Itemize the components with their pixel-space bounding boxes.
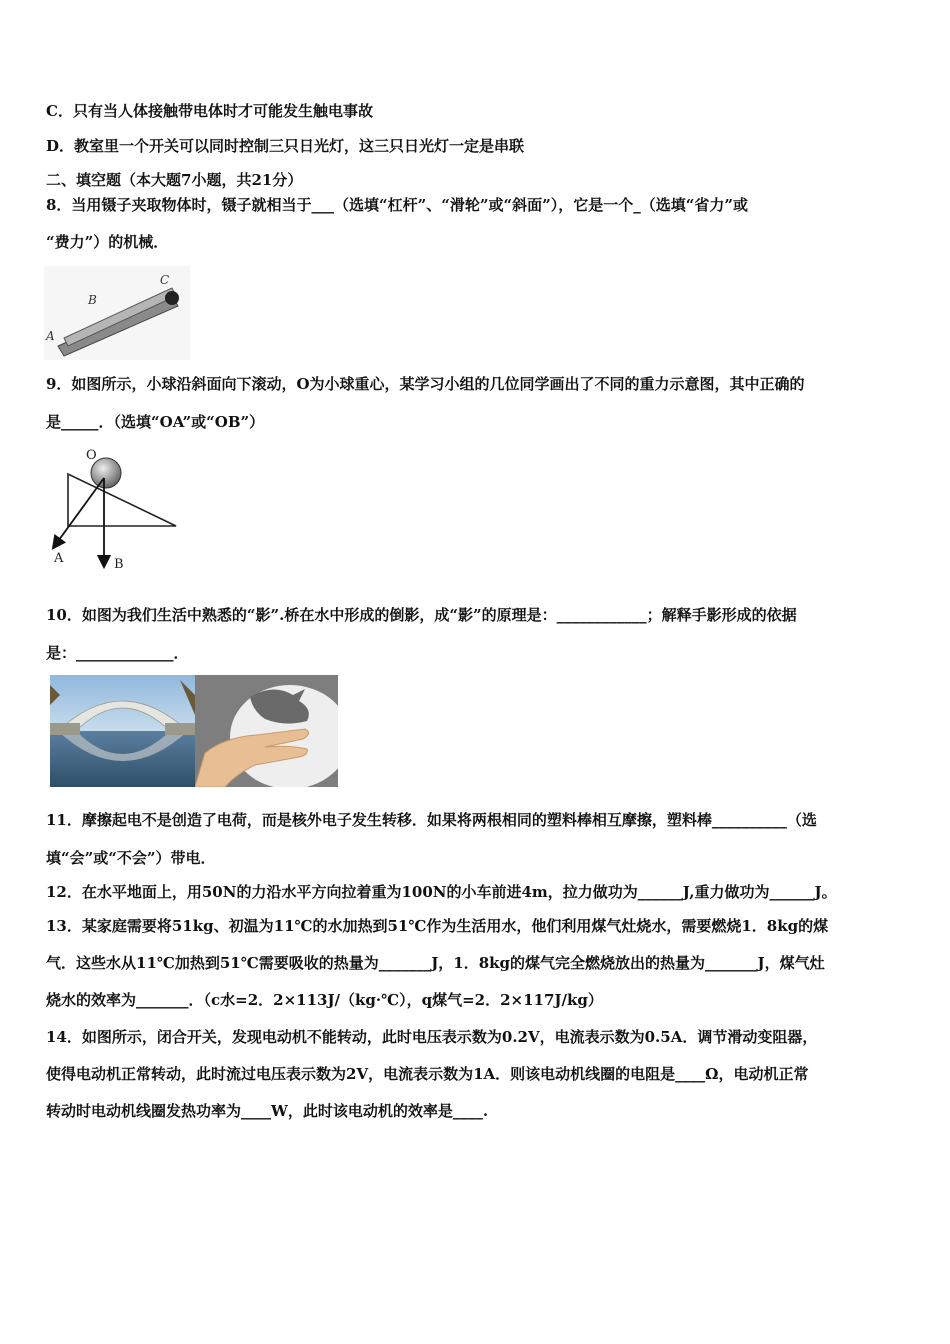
question-8-line-1: 8．当用镊子夹取物体时，镊子就相当于___（选填“杠杆”、“滑轮”或“斜面”），它是一个_（选填“省力”或 (46, 196, 748, 214)
label-o: O (86, 448, 97, 463)
bridge-reflection-photo (50, 675, 195, 787)
question-8-line-2: “费力”）的机械． (46, 233, 169, 251)
question-13-line-1: 13．某家庭需要将51kg、初温为11℃的水加热到51℃作为生活用水，他们利用煤气灶烧水，需要燃烧1．8kg的煤 (46, 917, 829, 935)
incline-ball-figure (44, 444, 184, 576)
option-d: D．教室里一个开关可以同时控制三只日光灯，这三只日光灯一定是串联 (46, 137, 525, 155)
label-b: B (114, 557, 124, 572)
question-9-line-1: 9．如图所示，小球沿斜面向下滚动，O为小球重心，某学习小组的几位同学画出了不同的重力示意图，其中正确的 (46, 375, 805, 393)
label-c: C (160, 273, 170, 287)
hand-shadow-photo (195, 675, 338, 787)
question-11-line-1: 11．摩擦起电不是创造了电荷，而是核外电子发生转移．如果将两根相同的塑料棒相互摩擦，塑料棒__________（选 (46, 811, 817, 829)
tweezers-figure (44, 266, 190, 360)
question-13-line-3: 烧水的效率为_______．（c水=2．2×113J/（kg·℃），q煤气=2．2×117J/kg） (46, 991, 603, 1009)
question-9-line-2: 是_____．（选填“OA”或“OB”） (46, 413, 265, 431)
question-14-line-2: 使得电动机正常转动，此时流过电压表示数为2V，电流表示数为1A．则该电动机线圈的电阻是____Ω，电动机正常 (46, 1065, 809, 1083)
section-heading: 二、填空题（本大题7小题，共21分） (46, 171, 303, 189)
question-14-line-1: 14．如图所示，闭合开关，发现电动机不能转动，此时电压表示数为0.2V，电流表示数为0.5A．调节滑动变阻器， (46, 1028, 818, 1046)
question-12: 12．在水平地面上，用50N的力沿水平方向拉着重为100N的小车前进4m，拉力做功为______J,重力做功为______J。 (46, 883, 837, 901)
label-b: B (88, 293, 97, 307)
question-10-line-1: 10．如图为我们生活中熟悉的“影”.桥在水中形成的倒影，成“影”的原理是：____________；解释手影形成的依据 (46, 606, 797, 624)
question-14-line-3: 转动时电动机线圈发热功率为____W，此时该电动机的效率是____. (46, 1102, 489, 1120)
question-10-line-2: 是：_____________． (46, 644, 189, 662)
question-13-line-2: 气．这些水从11℃加热到51℃需要吸收的热量为_______J，1．8kg的煤气完全燃烧放出的热量为_______J，煤气灶 (46, 954, 825, 972)
question-11-line-2: 填“会”或“不会”）带电． (46, 849, 216, 867)
label-a: A (46, 329, 55, 343)
option-c: C．只有当人体接触带电体时才可能发生触电事故 (46, 102, 373, 120)
label-a: A (54, 551, 64, 566)
